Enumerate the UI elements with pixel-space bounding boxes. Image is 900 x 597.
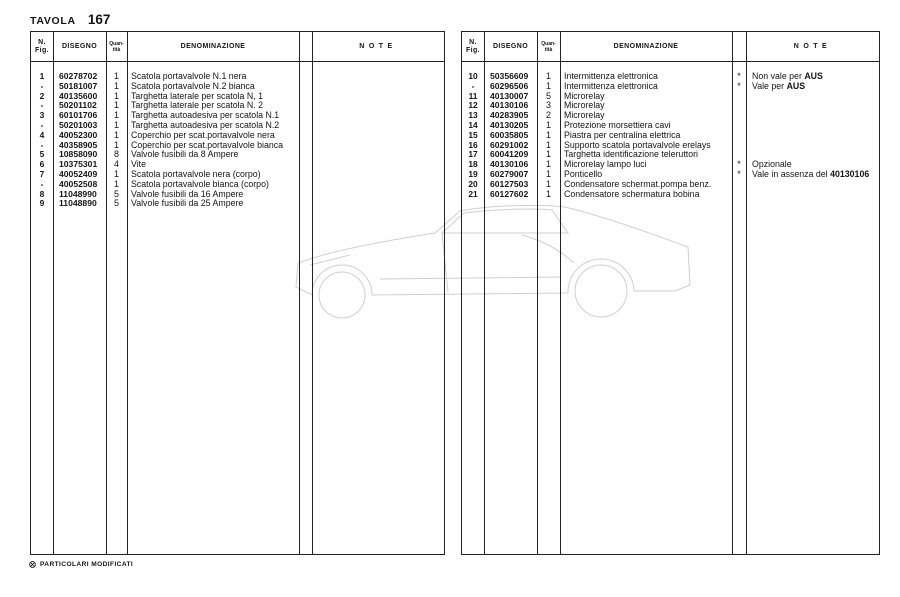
- column-header-disegno: DISEGNO: [61, 42, 98, 50]
- column-header-disegno: DISEGNO: [492, 42, 529, 50]
- description: Protezione morsettiera cavi: [564, 120, 671, 130]
- part-number: 40358905: [59, 139, 98, 150]
- part-number: 11048890: [59, 198, 97, 209]
- quantity: 1: [113, 110, 119, 121]
- part-number: 40283905: [490, 110, 529, 121]
- column-header-fig-line2: Fig.: [34, 46, 50, 54]
- column-header-denominazione: DENOMINAZIONE: [180, 42, 246, 50]
- quantity: 1: [545, 159, 551, 170]
- column-header-note: NOTE: [793, 42, 832, 50]
- part-number: 50201003: [59, 120, 98, 130]
- part-number: 40130205: [490, 120, 529, 130]
- part-number: 40052508: [59, 178, 98, 189]
- part-number: 60041209: [490, 149, 529, 160]
- description: Microrelay lampo luci: [564, 159, 647, 170]
- quantity: 1: [113, 120, 119, 130]
- description: Scatola portavalvole nera (corpo): [131, 169, 261, 179]
- part-number: 50356609: [490, 71, 529, 81]
- description: Microrelay: [564, 100, 605, 111]
- description: Vite: [131, 159, 146, 170]
- fig-number: 20: [468, 178, 478, 189]
- column-header-fig-line1: N.: [469, 38, 477, 46]
- parts-row: [31, 199, 444, 209]
- note-text: Vale in assenza del: [752, 169, 831, 179]
- note-emphasis: 40130106: [830, 169, 870, 179]
- quantity: 1: [545, 120, 551, 130]
- note-emphasis: AUS: [786, 80, 806, 91]
- part-number: 40130106: [490, 100, 529, 111]
- fig-number: 10: [468, 71, 478, 81]
- quantity: 1: [113, 100, 119, 111]
- part-number: 60278702: [59, 71, 98, 81]
- description: Piastra per centralina elettrica: [564, 129, 681, 140]
- description: Targhetta laterale per scatola N. 2: [131, 100, 264, 111]
- fig-number: 18: [468, 159, 478, 170]
- fig-number: 11: [468, 90, 478, 101]
- description: Microrelay: [564, 110, 605, 121]
- part-number: 40135600: [59, 90, 98, 101]
- fig-number: -: [40, 80, 44, 91]
- part-number: 60035805: [490, 129, 529, 140]
- description: Intermittenza elettronica: [564, 80, 658, 91]
- description: Valvole fusibili da 25 Ampere: [131, 198, 244, 209]
- parts-row: [462, 190, 879, 200]
- quantity: 1: [545, 71, 551, 81]
- fig-number: 1: [39, 71, 45, 81]
- parts-table-right: [461, 31, 880, 555]
- part-number: 50181007: [59, 80, 98, 91]
- fig-number: -: [40, 100, 44, 111]
- part-number: 60127503: [490, 178, 529, 189]
- fig-number: 9: [39, 198, 45, 209]
- footer-legend: [29, 561, 133, 568]
- fig-number: 21: [468, 188, 478, 199]
- fig-number: -: [40, 139, 44, 150]
- description: Valvole fusibili da 16 Ampere: [131, 188, 244, 199]
- fig-number: 14: [468, 120, 478, 130]
- fig-number: -: [40, 178, 44, 189]
- description: Scatola portavalvole N.1 nera: [131, 71, 247, 81]
- quantity: 8: [113, 149, 119, 160]
- column-header-quantita-line2: tità: [544, 46, 553, 53]
- parts-table-left: [30, 31, 445, 555]
- description: Valvole fusibili da 8 Ampere: [131, 149, 239, 160]
- part-number: 50201102: [59, 100, 97, 111]
- note-mark: *: [737, 71, 741, 81]
- column-header-fig-line1: N.: [38, 38, 46, 46]
- quantity: 1: [113, 178, 119, 189]
- quantity: 1: [545, 188, 551, 199]
- description: Condensatore schermatura bobina: [564, 188, 700, 199]
- note: [746, 82, 879, 92]
- part-number: 60296506: [490, 80, 529, 91]
- note-mark: *: [737, 169, 741, 179]
- quantity: 5: [113, 198, 119, 209]
- quantity: 1: [545, 149, 551, 160]
- note-text: Non vale per: [752, 71, 805, 81]
- table-number: 167: [87, 12, 111, 27]
- part-number: 40052300: [59, 129, 98, 140]
- column-header-quantita-line2: tità: [112, 46, 121, 53]
- quantity: 2: [545, 110, 551, 121]
- description: Condensatore schermat.pompa benz.: [564, 178, 712, 189]
- part-number: 11048990: [59, 188, 97, 199]
- description: Scatola portavalvole bianca (corpo): [131, 178, 269, 189]
- fig-number: -: [471, 80, 475, 91]
- description: Supporto scatola portavalvole erelays: [564, 139, 711, 150]
- fig-number: 15: [468, 129, 478, 140]
- title-label: TAVOLA: [30, 15, 76, 27]
- part-number: 10375301: [59, 159, 98, 170]
- fig-number: 4: [39, 129, 45, 140]
- fig-number: 13: [468, 110, 478, 121]
- note: [746, 170, 879, 180]
- part-number: 60291002: [490, 139, 529, 150]
- quantity: 1: [545, 139, 551, 150]
- quantity: 4: [113, 159, 119, 170]
- fig-number: 3: [39, 110, 45, 121]
- quantity: 3: [545, 100, 551, 111]
- description: Targhetta autoadesiva per scatola N.2: [131, 120, 280, 130]
- part-number: 60279007: [490, 169, 529, 179]
- fig-number: 17: [468, 149, 478, 160]
- description: Scatola portavalvole N.2 bianca: [131, 80, 255, 91]
- description: Microrelay: [564, 90, 605, 101]
- description: Coperchio per scat.portavalvole bianca: [131, 139, 284, 150]
- description: Intermittenza elettronica: [564, 71, 658, 81]
- note-mark: *: [737, 80, 741, 91]
- quantity: 1: [545, 129, 551, 140]
- quantity: 5: [113, 188, 119, 199]
- description: Targhetta laterale per scatola N, 1: [131, 90, 264, 101]
- fig-number: 8: [39, 188, 45, 199]
- circled-mark-icon: [29, 561, 36, 568]
- quantity: 5: [545, 90, 551, 101]
- note-mark: *: [737, 159, 741, 170]
- part-number: 40052409: [59, 169, 98, 179]
- column-header-quantita-line1: Quan-: [109, 40, 124, 47]
- quantity: 1: [113, 139, 119, 150]
- fig-number: 6: [39, 159, 45, 170]
- fig-number: -: [40, 120, 44, 130]
- fig-number: 7: [39, 169, 45, 179]
- description: Targhetta autoadesiva per scatola N.1: [131, 110, 280, 121]
- part-number: 40130106: [490, 159, 529, 170]
- quantity: 1: [113, 90, 119, 101]
- page-title: [30, 12, 110, 27]
- description: Targhetta identificazione teleruttori: [564, 149, 698, 160]
- fig-number: 2: [39, 90, 45, 101]
- footer-label: PARTICOLARI MODIFICATI: [40, 561, 134, 568]
- description: Coperchio per scat.portavalvole nera: [131, 129, 275, 140]
- quantity: 1: [545, 80, 551, 91]
- part-number: 40130007: [490, 90, 529, 101]
- table-body: [462, 32, 879, 554]
- quantity: 1: [113, 169, 119, 179]
- column-header-quantita-line1: Quan-: [541, 40, 556, 47]
- quantity: 1: [113, 71, 119, 81]
- part-number: 60101706: [59, 110, 98, 121]
- quantity: 1: [545, 178, 551, 189]
- quantity: 1: [545, 169, 551, 179]
- fig-number: 5: [39, 149, 45, 160]
- quantity: 1: [113, 129, 119, 140]
- column-header-denominazione: DENOMINAZIONE: [613, 42, 679, 50]
- part-number: 60127602: [490, 188, 529, 199]
- fig-number: 12: [468, 100, 478, 111]
- quantity: 1: [113, 80, 119, 91]
- note-emphasis: AUS: [804, 71, 823, 81]
- fig-number: 16: [468, 139, 478, 150]
- note-text: Opzionale: [752, 159, 792, 170]
- note-text: Vale per: [752, 80, 787, 91]
- fig-number: 19: [468, 169, 478, 179]
- part-number: 10858090: [59, 149, 98, 160]
- description: Ponticello: [564, 169, 603, 179]
- table-body: [31, 32, 444, 554]
- column-header-fig-line2: Fig.: [465, 46, 481, 54]
- column-header-note: NOTE: [359, 42, 397, 50]
